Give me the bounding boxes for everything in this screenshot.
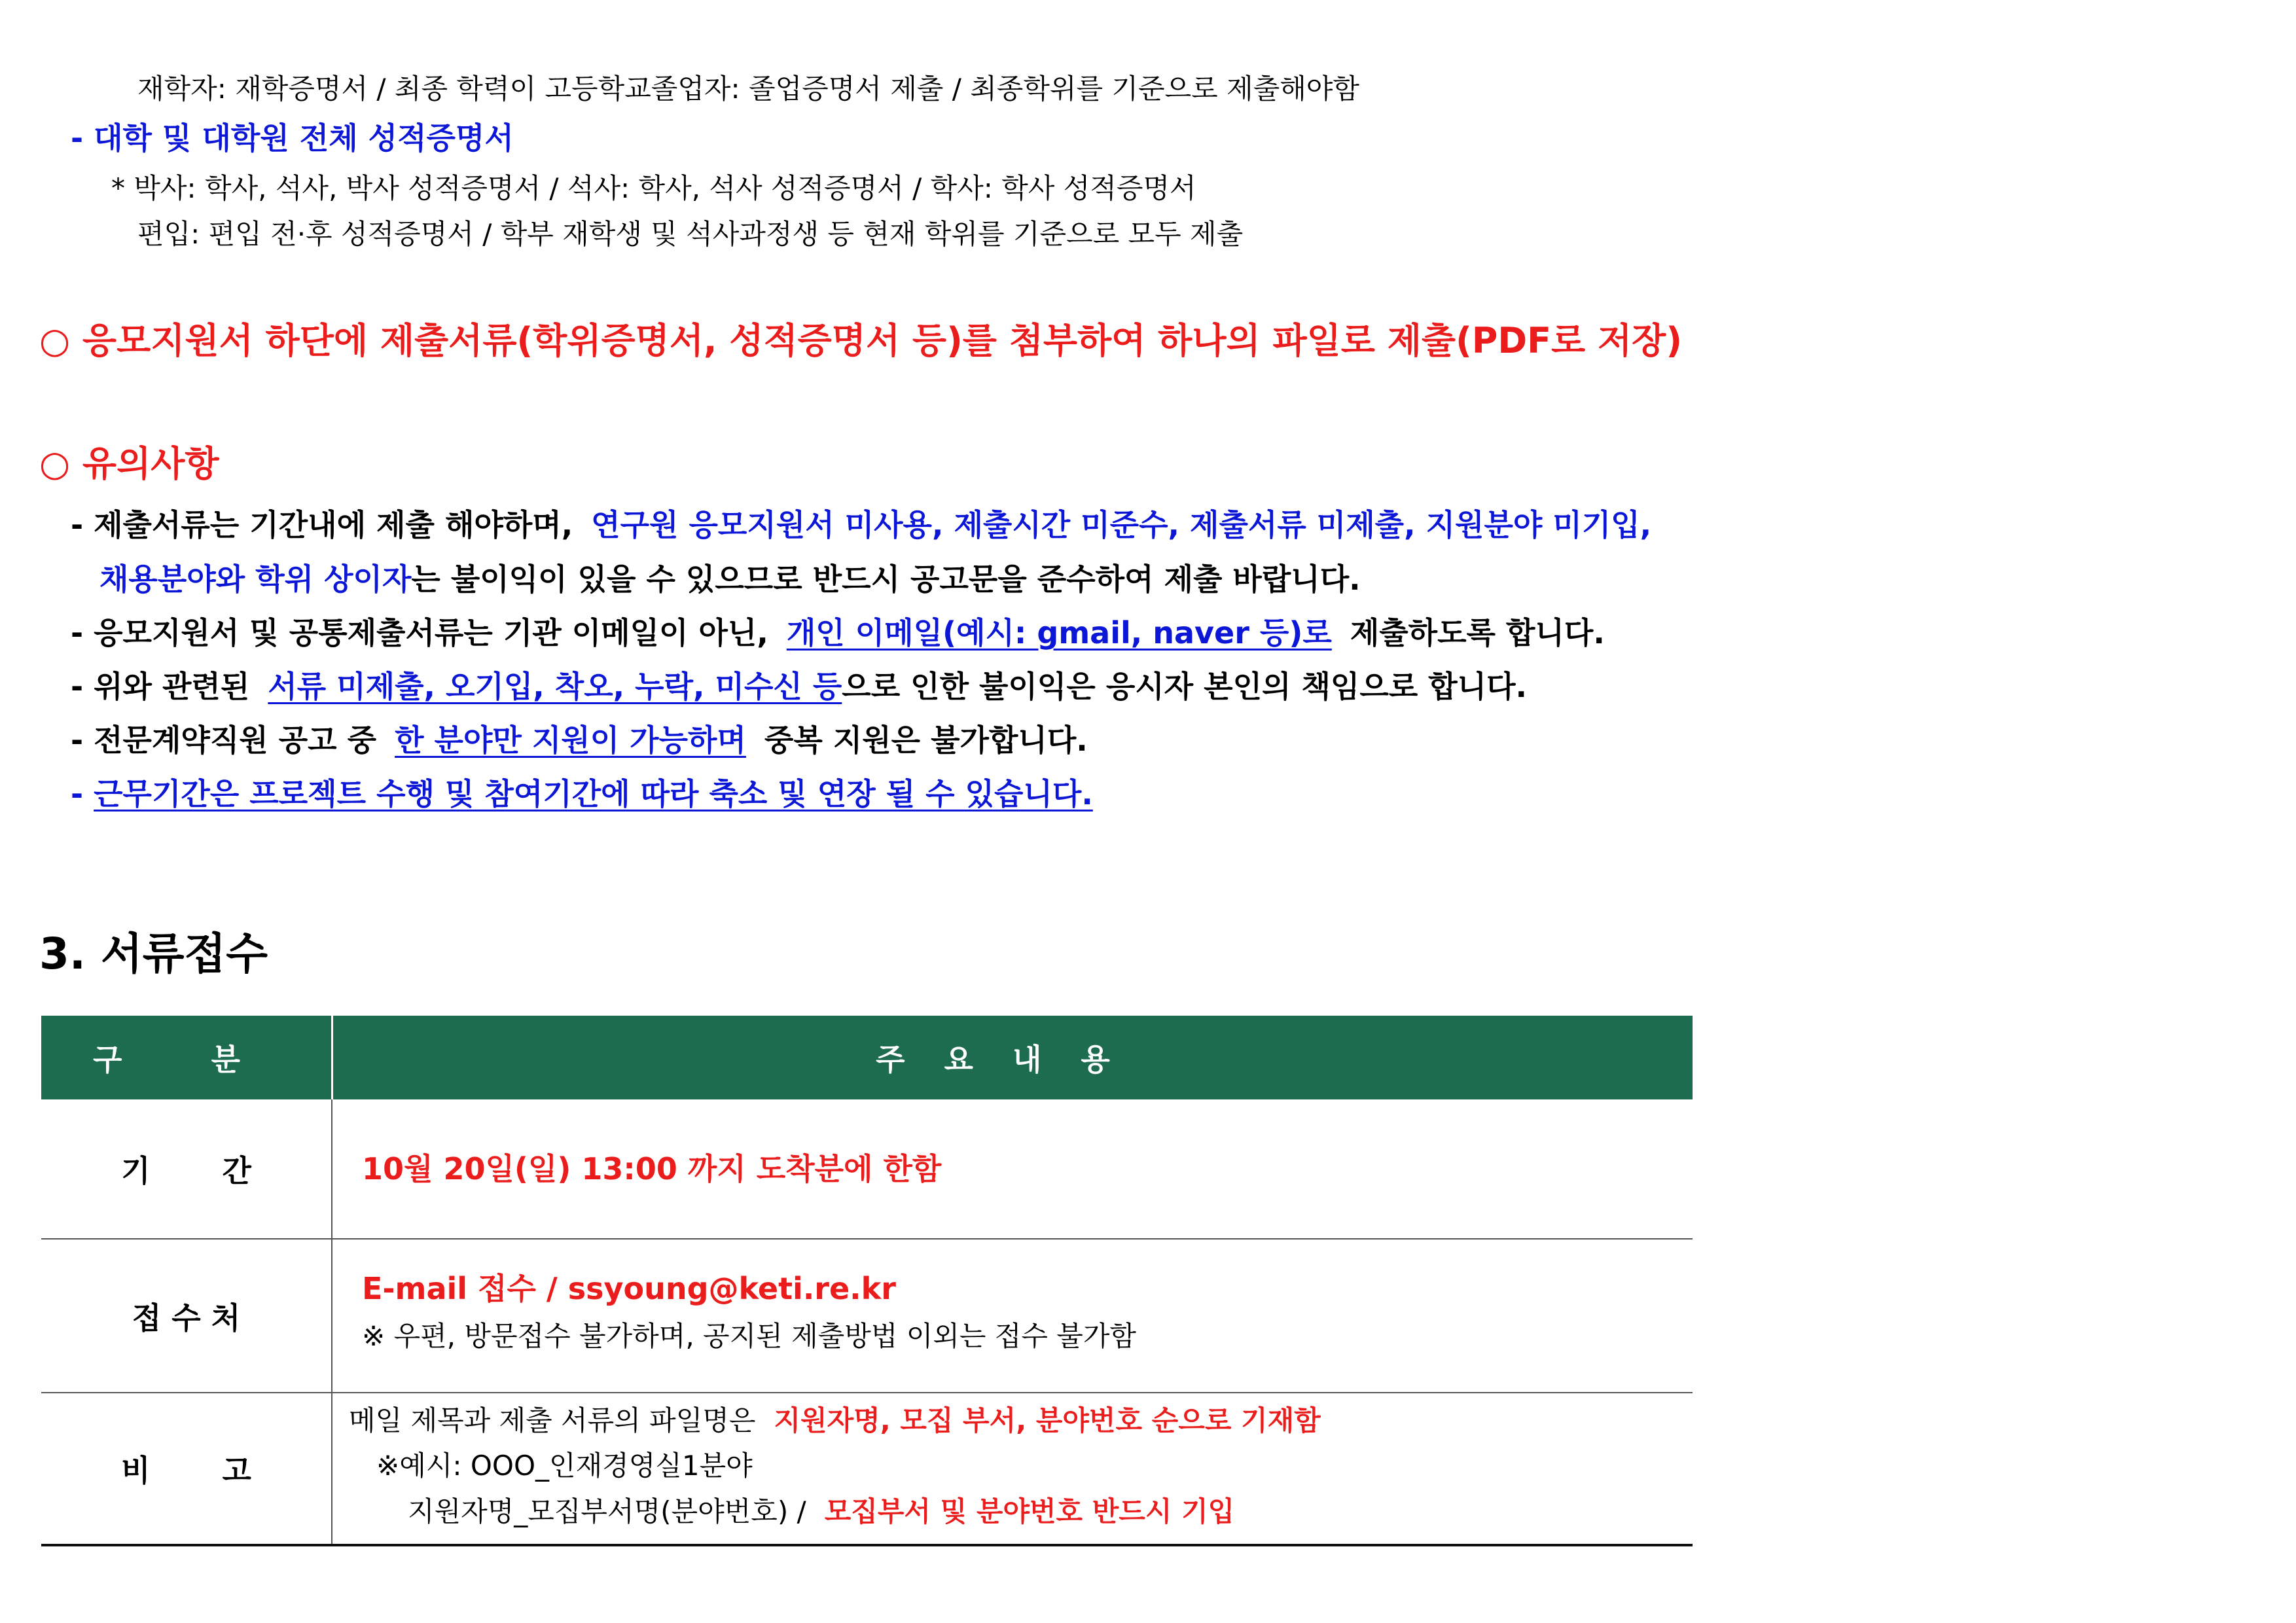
caution-text: - 응모지원서 및 공통제출서류는 기관 이메일이 아닌,	[71, 615, 768, 651]
column-divider	[331, 1099, 332, 1544]
period-label-a: 기	[121, 1153, 151, 1188]
caution-item-2	[71, 614, 1605, 652]
cautions-title: ○ 유의사항	[39, 443, 219, 484]
section-title: 3. 서류접수	[39, 929, 268, 979]
caution-highlight: 서류 미제출, 오기입, 착오, 누락, 미수신 등	[268, 669, 842, 704]
caution-item-1-cont	[99, 560, 1361, 598]
remarks-line-3	[408, 1495, 1234, 1529]
caution-item-1	[71, 506, 1651, 544]
caution-text: - 위와 관련된	[71, 669, 250, 704]
period-value: 10월 20일(일) 13:00 까지 도착분에 한함	[362, 1151, 942, 1186]
caution-item-3	[71, 668, 1527, 705]
caution-highlight: 한 분야만 지원이 가능하며	[395, 722, 746, 758]
table-header	[41, 1016, 1693, 1099]
header-category: 구 분	[93, 1042, 279, 1077]
caution-text: -	[71, 776, 94, 812]
caution-text: - 제출서류는 기간내에 제출 해야하며,	[71, 507, 573, 543]
receipt-email: E-mail 접수 / ssyoung@keti.re.kr	[362, 1271, 896, 1306]
remarks-text: 지원자명_모집부서명(분야번호) /	[408, 1495, 806, 1527]
header-content: 주요내용	[876, 1042, 1149, 1077]
caution-item-5	[71, 775, 1093, 813]
caution-text: 는 불이익이 있을 수 있으므로 반드시 공고문을 준수하여 제출 바랍니다.	[411, 562, 1361, 597]
certificate-requirement-line: 재학자: 재학증명서 / 최종 학력이 고등학교졸업자: 졸업증명서 제출 / 최종학위를 기준으로 제출해야함	[137, 73, 1359, 105]
transcript-degree-line: * 박사: 학사, 석사, 박사 성적증명서 / 석사: 학사, 석사 성적증명서 / 학사: 학사 성적증명서	[111, 172, 1196, 204]
caution-highlight: 근무기간은 프로젝트 수행 및 참여기간에 따라 축소 및 연장 될 수 있습니다.	[94, 776, 1093, 812]
receipt-note: ※ 우편, 방문접수 불가하며, 공지된 제출방법 이외는 접수 불가함	[362, 1320, 1136, 1352]
remarks-label-b: 고	[222, 1453, 251, 1488]
transcript-transfer-line: 편입: 편입 전·후 성적증명서 / 학부 재학생 및 석사과정생 등 현재 학위를 기준으로 모두 제출	[137, 218, 1244, 250]
receipt-label: 접 수 처	[132, 1300, 241, 1336]
personal-email-link: 개인 이메일(예시: gmail, naver 등)로	[786, 615, 1332, 651]
remarks-line-1	[349, 1404, 1321, 1438]
attachment-notice: ○ 응모지원서 하단에 제출서류(학위증명서, 성적증명서 등)를 첨부하여 하나의 파일로 제출(PDF로 저장)	[39, 320, 1683, 361]
transcript-heading: - 대학 및 대학원 전체 성적증명서	[71, 120, 514, 156]
caution-highlight: 연구원 응모지원서 미사용, 제출시간 미준수, 제출서류 미제출, 지원분야 미기입,	[591, 507, 1652, 543]
caution-text: - 전문계약직원 공고 중	[71, 722, 377, 758]
remarks-label	[41, 1393, 331, 1544]
remarks-label-a: 비	[121, 1453, 151, 1488]
remarks-line-2: ※예시: OOO_인재경영실1분야	[376, 1450, 753, 1482]
period-label-b: 간	[222, 1153, 251, 1188]
caution-text: 으로 인한 불이익은 응시자 본인의 책임으로 합니다.	[842, 669, 1527, 704]
caution-text: 제출하도록 합니다.	[1350, 615, 1605, 651]
caution-item-4	[71, 721, 1088, 759]
caution-highlight: 채용분야와 학위 상이자	[99, 562, 412, 597]
period-label	[41, 1099, 331, 1238]
remarks-highlight: 모집부서 및 분야번호 반드시 기입	[824, 1495, 1235, 1527]
table-bottom-border	[41, 1544, 1693, 1546]
remarks-highlight: 지원자명, 모집 부서, 분야번호 순으로 기재함	[774, 1404, 1321, 1436]
remarks-text: 메일 제목과 제출 서류의 파일명은	[349, 1404, 756, 1436]
caution-text: 중복 지원은 불가합니다.	[764, 722, 1088, 758]
